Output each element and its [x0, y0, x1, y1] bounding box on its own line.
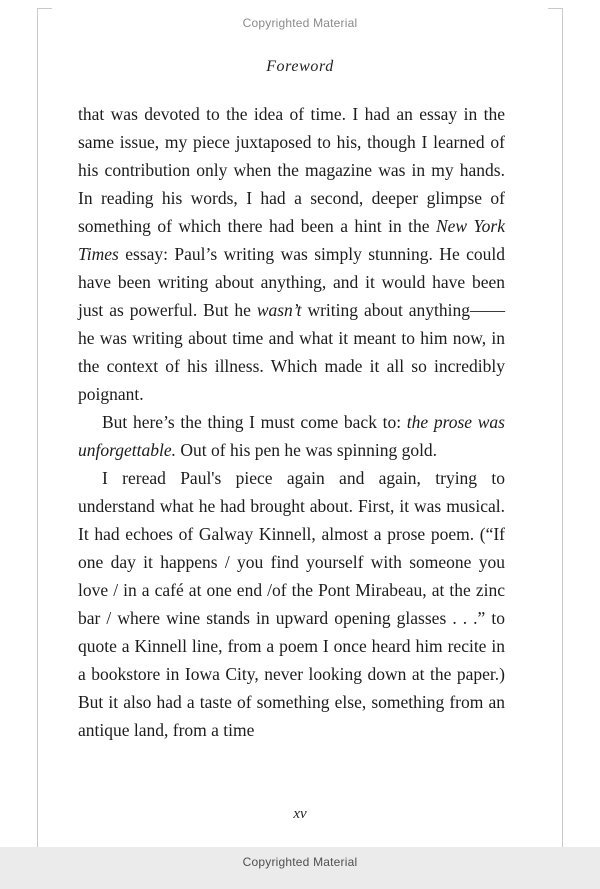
- paragraph: [78, 464, 505, 744]
- italic-text-run: the prose was unforgettable.: [78, 412, 505, 460]
- bottom-band: [0, 847, 600, 889]
- text-run: But here’s the thing I must come back to:: [102, 412, 407, 432]
- paragraph: [78, 408, 505, 464]
- copyright-watermark-top: Copyrighted Material: [242, 16, 358, 30]
- text-run: that was devoted to the idea of time. I had an essay in the same issue, my piece juxtaposed to his, though I learned of his contribution only when the magazine was in my hands. In reading his words, I had a second, deeper glimpse of something of which there had been a hint in the: [78, 104, 505, 236]
- copyright-watermark-bottom: Copyrighted Material: [242, 855, 358, 869]
- paragraph: [78, 100, 505, 408]
- text-run: essay: Paul’s writing was simply stunning. He could have been writing about anything, and it would have been just as powerful. But he: [78, 244, 505, 320]
- body-text: [78, 100, 505, 744]
- running-head-foreword: Foreword: [266, 58, 334, 75]
- text-run: writing about anything——he was writing about time and what it meant to him now, in the context of his illness. Which made it all so incredibly poignant.: [78, 300, 505, 404]
- page-number: xv: [293, 806, 307, 822]
- italic-text-run: wasn’t: [256, 300, 302, 320]
- text-run: Out of his pen he was spinning gold.: [176, 440, 438, 460]
- text-run: I reread Paul's piece again and again, trying to understand what he had brought about. First, it was musical. It had echoes of Galway Kinnell, almost a prose poem. (“If one day it happens / you find yourself with someone you love / in a café at one end /of the Pont Mirabeau, at the zinc bar / where wine stands in upward opening glasses . . .” to quote a Kinnell line, from a poem I once heard him recite in a bookstore in Iowa City, never looking down at the paper.) But it also had a taste of something else, something from an antique land, from a time: [78, 468, 505, 740]
- italic-text-run: New York Times: [78, 216, 505, 264]
